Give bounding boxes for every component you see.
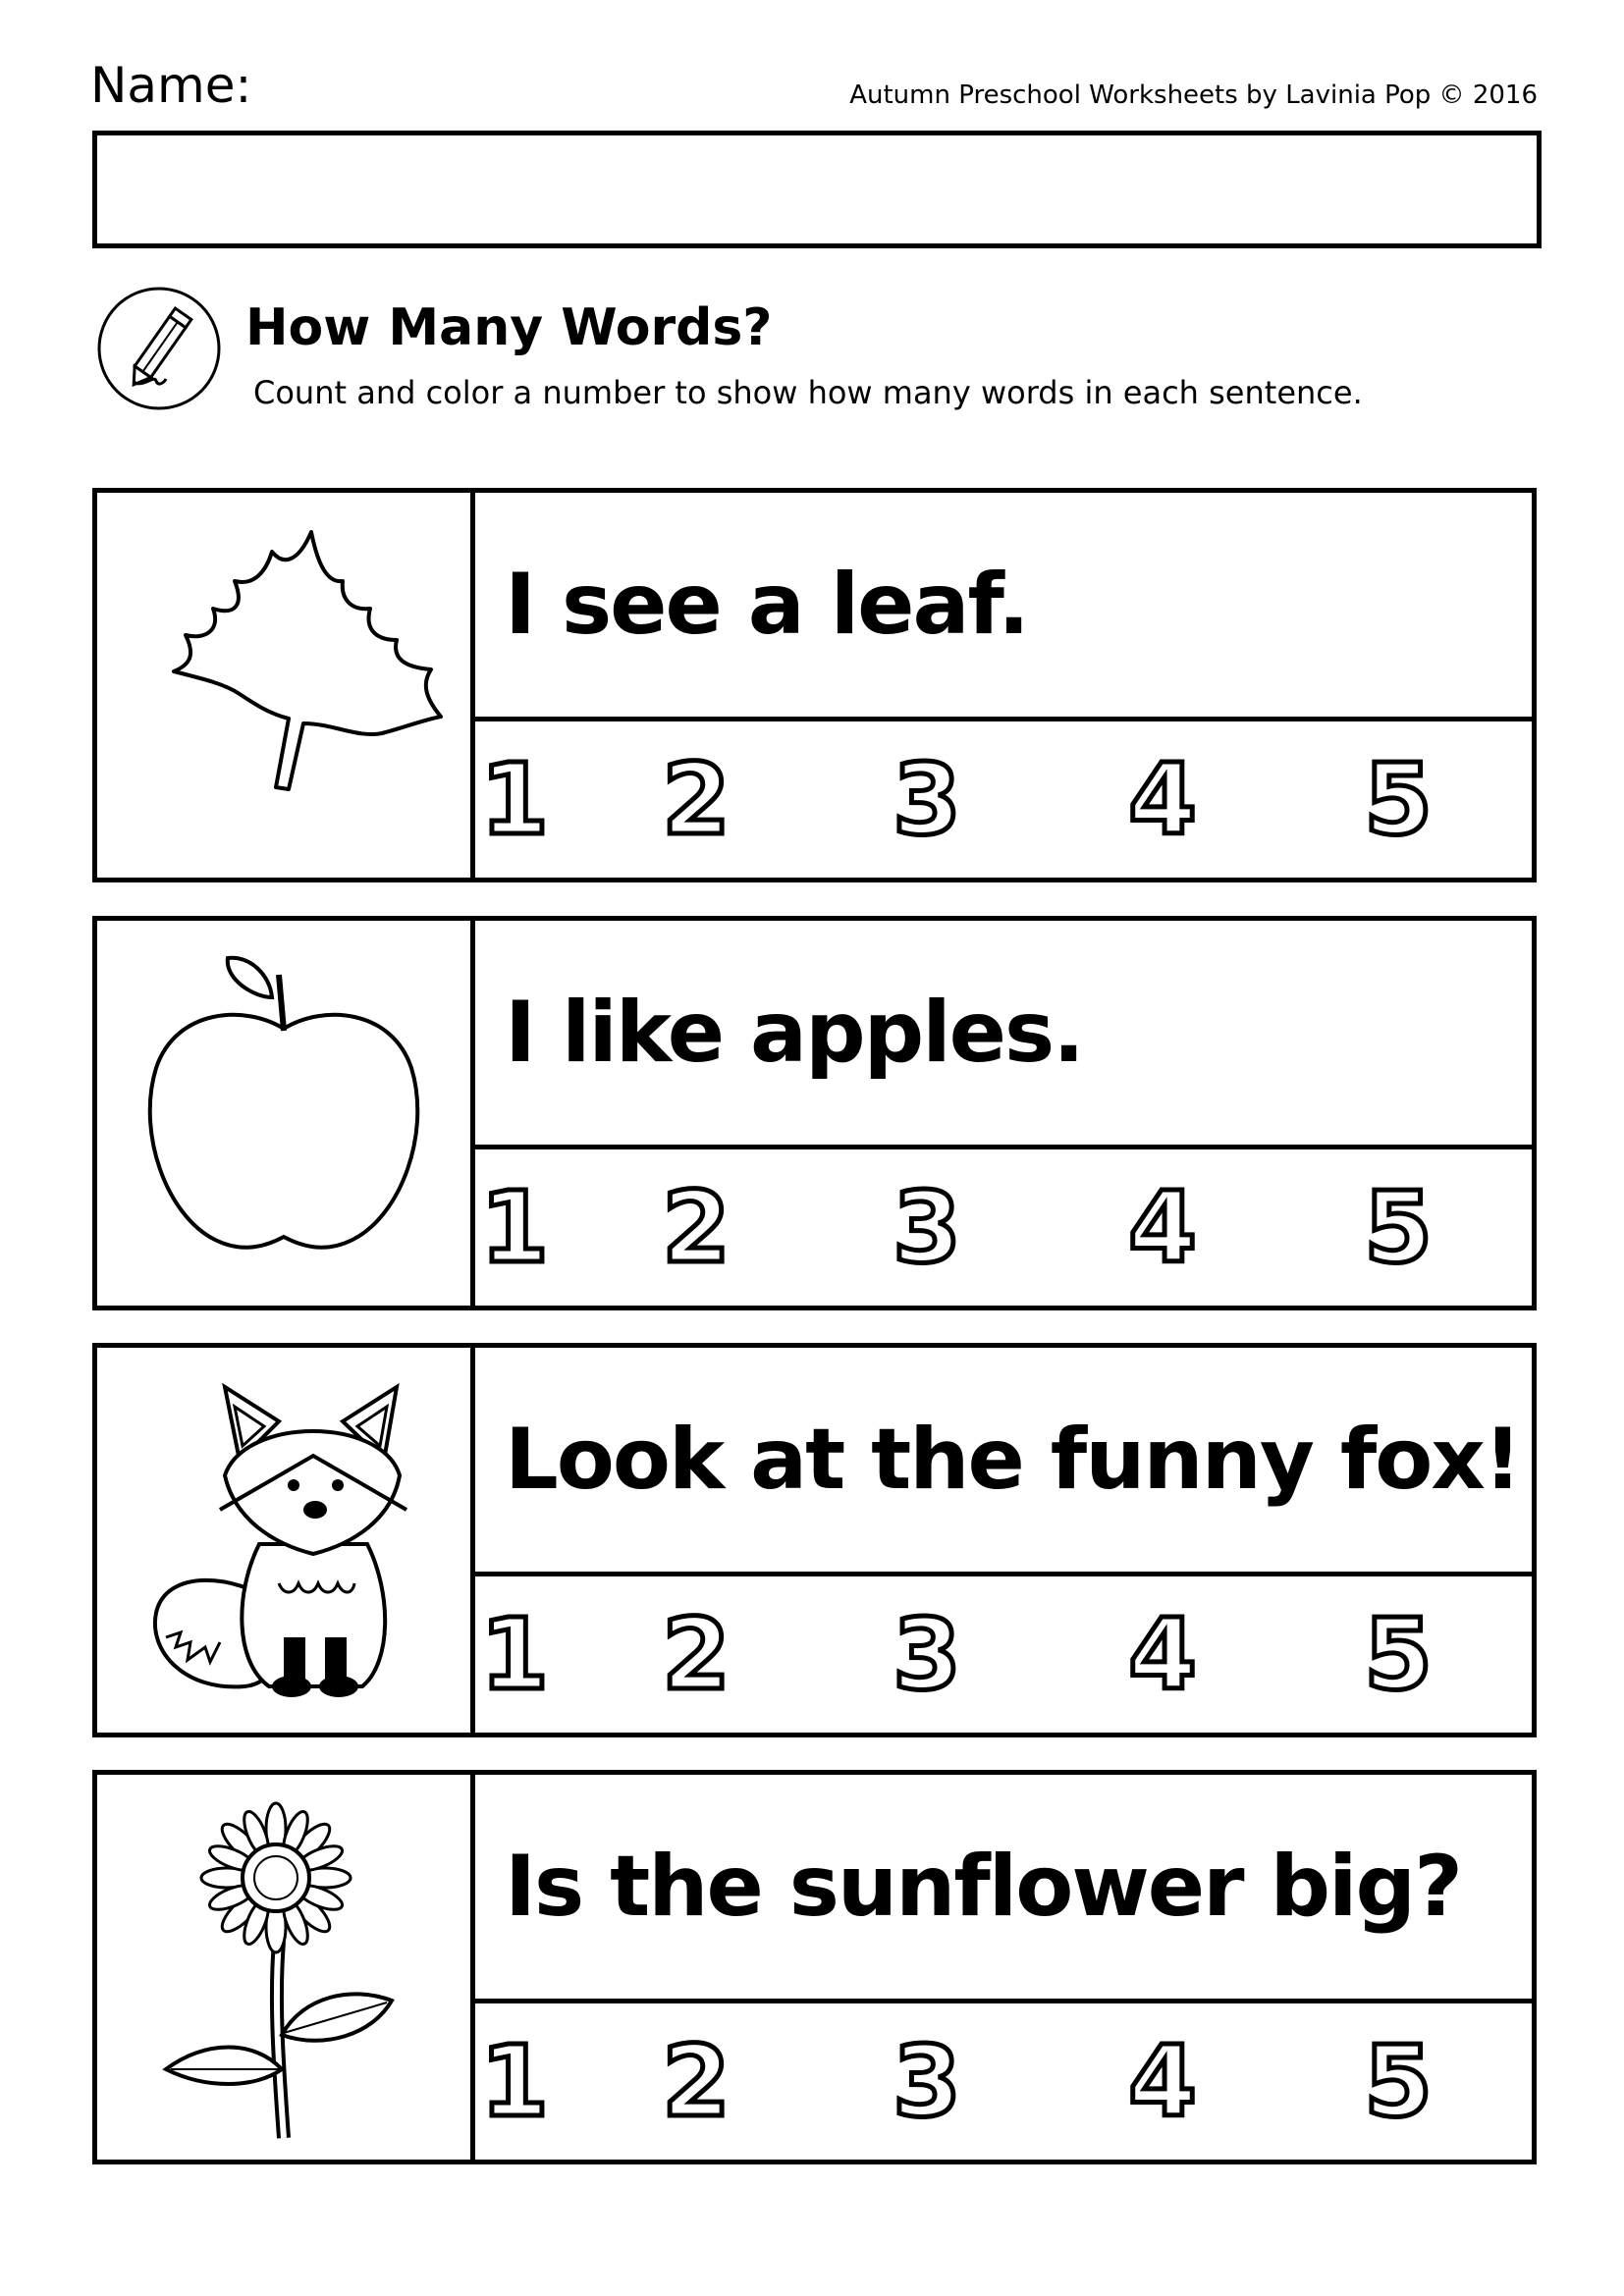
sentence-card [92,1770,1537,2164]
number-choice-5[interactable]: 5 [1364,742,1433,857]
picture-cell [97,1348,475,1733]
number-choice-3[interactable]: 3 [893,1597,961,1712]
number-choices [475,2003,1532,2160]
sentence-text: Look at the funny fox! [505,1411,1521,1509]
number-choice-4[interactable]: 4 [1128,2024,1197,2139]
number-choice-1[interactable]: 1 [480,742,549,857]
number-choice-3[interactable]: 3 [893,2024,961,2139]
number-choice-2[interactable]: 2 [662,742,731,857]
number-choice-5[interactable]: 5 [1364,1170,1433,1285]
apple-icon [97,921,470,1306]
number-choices [475,1576,1532,1733]
picture-cell [97,493,475,878]
number-choice-1[interactable]: 1 [480,2024,549,2139]
number-choice-2[interactable]: 2 [662,2024,731,2139]
number-choice-1[interactable]: 1 [480,1597,549,1712]
number-choice-2[interactable]: 2 [662,1170,731,1285]
sentence-card [92,1343,1537,1737]
sunflower-icon [97,1775,470,2160]
number-choice-5[interactable]: 5 [1364,2024,1433,2139]
sentence-text: Is the sunflower big? [505,1838,1461,1936]
number-choice-5[interactable]: 5 [1364,1597,1433,1712]
number-choice-4[interactable]: 4 [1128,1170,1197,1285]
activity-title: How Many Words? [245,298,773,357]
sentence-text: I see a leaf. [505,556,1028,654]
sentence-card [92,916,1537,1310]
picture-cell [97,1775,475,2160]
name-label: Name: [90,57,252,114]
number-choice-3[interactable]: 3 [893,742,961,857]
number-choice-4[interactable]: 4 [1128,1597,1197,1712]
name-field[interactable] [92,131,1542,248]
fox-icon [97,1348,470,1733]
number-choices [475,1149,1532,1306]
number-choice-4[interactable]: 4 [1128,742,1197,857]
sentence-card [92,488,1537,882]
number-choice-2[interactable]: 2 [662,1597,731,1712]
number-choice-1[interactable]: 1 [480,1170,549,1285]
pencil-icon [95,285,223,412]
number-choices [475,721,1532,878]
activity-instructions: Count and color a number to show how many words in each sentence. [253,374,1363,411]
number-choice-3[interactable]: 3 [893,1170,961,1285]
credit-text: Autumn Preschool Worksheets by Lavinia Pop © 2016 [849,80,1538,110]
picture-cell [97,921,475,1306]
leaf-icon [97,493,470,878]
sentence-text: I like apples. [505,984,1083,1082]
